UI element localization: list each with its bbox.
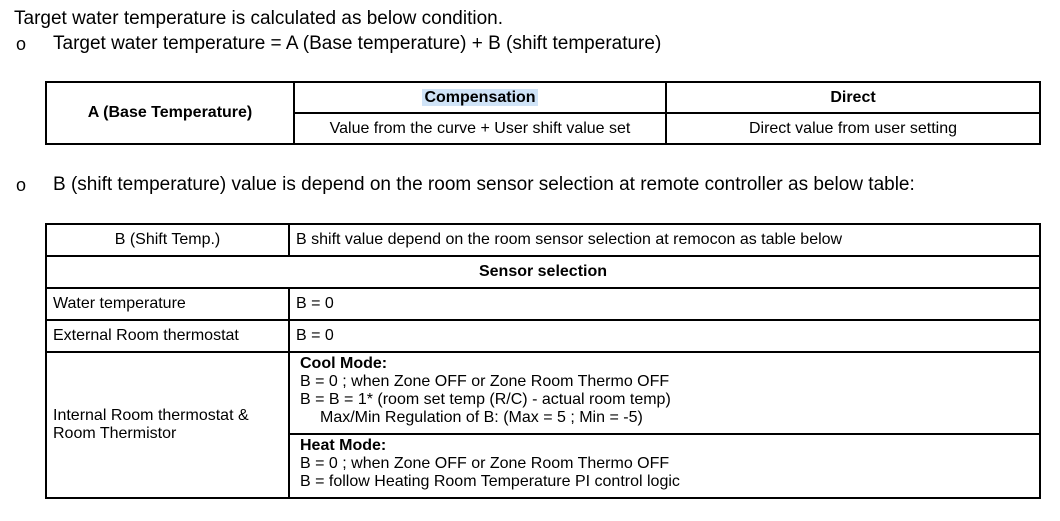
shift-temperature-table [45,223,1041,499]
base-temperature-header: A (Base Temperature) [46,82,294,144]
bullet-symbol-2: o [16,175,27,195]
direct-value: Direct value from user setting [666,113,1040,144]
cool-mode-line: B = 0 ; when Zone OFF or Zone Room Thermo OFF [300,373,670,390]
heat-mode-line: B = 0 ; when Zone OFF or Zone Room Thermo OFF [300,455,670,472]
water-temperature-value: B = 0 [289,288,1040,320]
heat-mode-title: Heat Mode: [300,437,387,454]
internal-thermostat-label [46,352,289,498]
compensation-value: Value from the curve + User shift value set [294,113,666,144]
cool-mode-line: B = B = 1* (room set temp (R/C) - actual room temp) [300,391,671,408]
formula-text: Target water temperature = A (Base temperature) + B (shift temperature) [53,33,662,54]
internal-label-line-1: Internal Room thermostat & [53,407,249,424]
external-thermostat-value: B = 0 [289,320,1040,352]
shift-description: B (shift temperature) value is depend on the room sensor selection at remote controller as below table: [53,174,915,195]
bullet-symbol-1: o [16,34,27,54]
compensation-label: Compensation [424,88,536,106]
sensor-selection-title: Sensor selection [46,256,1040,288]
heat-mode-line: B = follow Heating Room Temperature PI control logic [300,473,680,490]
shift-temp-description: B shift value depend on the room sensor selection at remocon as table below [289,224,1040,256]
cool-mode-regulation: Max/Min Regulation of B: (Max = 5 ; Min = -5) [320,409,643,426]
cool-mode-title: Cool Mode: [300,355,388,372]
intro-line: Target water temperature is calculated as below condition. [14,8,503,29]
base-temperature-table [45,81,1041,145]
shift-temp-label: B (Shift Temp.) [46,224,289,256]
compensation-header [294,82,666,113]
internal-label-line-2: Room Thermistor [53,425,177,442]
direct-header: Direct [666,82,1040,113]
water-temperature-label: Water temperature [46,288,289,320]
cool-mode-block [289,352,1040,434]
external-thermostat-label: External Room thermostat [46,320,289,352]
heat-mode-block [289,434,1040,498]
